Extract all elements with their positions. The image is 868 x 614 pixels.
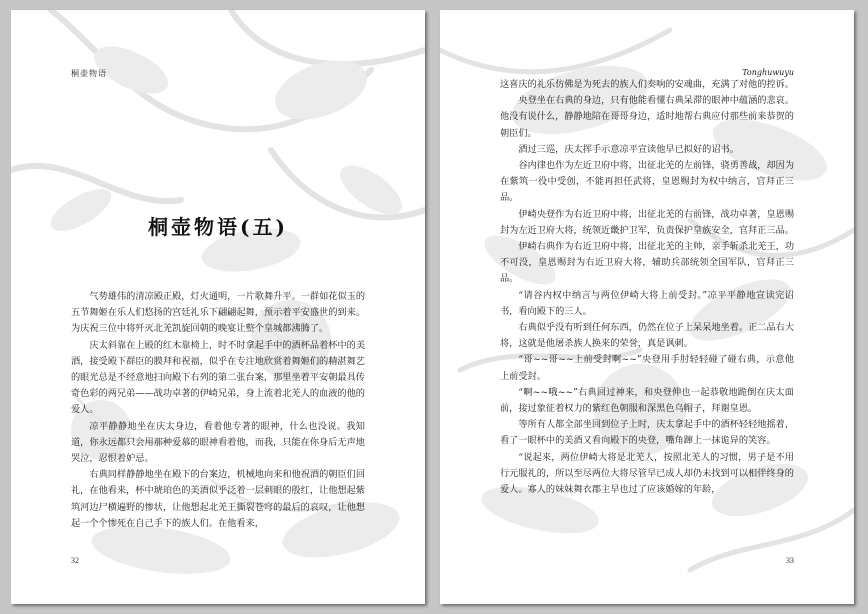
chapter-title: 桐壶物语(五) [148,215,288,239]
paragraph: “说起来，两位伊崎大将是北羌人，按照北羌人的习惯，男子是不用行元服礼的，所以至尽两位大将尽管早已成人却仍未找到可以相伴终身的爱人。寡人的妹妹舞衣郡主早也过了应该婚嫁的年龄， [500,451,794,496]
paragraph: “啊~~哦~~”右典回过神来，和央登伸也一起恭敬地跪倒在庆太面前，接过象征着权力的紫红色朝服和深黑色乌帽子，拜谢皇恩。 [500,386,794,415]
running-header: 桐壶物语 [71,69,107,78]
paragraph: “请谷内权中纳言与两位伊崎大将上前受封。”凉平平静地宣读完诏书，看向殿下的三人。 [500,289,794,317]
left-page [11,10,425,604]
running-header: Tonghuwuyu [742,68,794,77]
paragraph: 右典似乎没有听到任何东西，仍然在位子上呆呆地坐着。正二品右大将，这就是他屠杀族人换来的荣誉，真是讽刺。 [500,322,795,350]
paragraph: 气势雄伟的清凉殿正殿，灯火通明，一片歌舞升平。一群如花似玉的五节舞姬在乐人们悠扬的宫廷礼乐下翩翩起舞，预示着平安盛世的到来。为庆祝三位中将歼灭北羌凯旋回朝的晚宴让整个皇城都沸腾了。 [71,291,366,335]
paragraph: 伊崎央登作为右近卫府中将，出征北羌的右前锋，战功卓著，皇恩赐封为左近卫府大将，统领近畿护卫军，负责保护皇族安全，官拜正三品。 [500,208,795,236]
paragraph: “哥~~哥~~上前受封啊~~”央登用手肘轻轻碰了碰右典，示意他上前受封。 [500,354,794,382]
body-text [500,77,794,498]
paragraph: 等所有人都全部坐回到位子上时，庆太拿起手中的酒杯轻轻地摇着，看了一眼杯中的美酒又看向殿下的央登，嘴角蹿上一抹诡异的笑容。 [500,419,795,447]
paragraph: 凉平静静地坐在庆太身边，看着他专著的眼神，什么也没说。我知道，你永远都只会用那种爱慕的眼神看着他，而我，只能在你身后无声地哭泣，忍恨着妒忌。 [71,420,365,465]
page-number: 32 [71,556,79,565]
paragraph: 谷内律也作为左近卫府中将，出征北羌的左前锋，骁勇善战，却因为在紫筑一役中受创，不能再担任武将，皇恩赐封为权中纳言，官拜正三品。 [500,160,795,204]
paragraph: 庆太斜靠在上殿的红木靠椅上，时不时拿起手中的酒杯品着杯中的美酒，接受殿下群臣的膜拜和祝福，似乎在专注地欣赏着舞姬们的精湛舞艺的眼光总是不经意地扫向殿下右列的第二张台案，那里坐着平安朝最具传奇色彩的两兄弟——战功卓著的伊崎兄弟，身上流着北羌人的血液的他的爱人。 [71,339,366,416]
page-number: 33 [786,556,794,565]
paragraph: 酒过三巡，庆太挥手示意凉平宣读他早已拟好的诏书。 [518,143,739,155]
body-text [71,289,365,532]
right-page [440,10,854,604]
paragraph: 右典同样静静地坐在殿下的台案边，机械地向来和他祝酒的朝臣们回礼，在他看来，杯中琥珀色的美酒似乎泛着一层刺眼的殷红，让他想起紫筑河边尸横遍野的惨状，让他想起北羌王撕裂苍穹的最后的哀叹，让他想起一个个惨死在自己手下的族人们。在他看来， [71,469,366,529]
paragraph: 这喜庆的礼乐仿佛是为死去的族人们奏响的安魂曲，充满了对他的控诉。 [500,79,794,90]
paragraph: 伊崎右典作为右近卫府中将，出征北羌的主帅，亲手斩杀北羌王，功不可没，皇恩赐封为右近卫府大将，辅助兵部统领全国军队，官拜正三品。 [500,241,795,285]
paragraph: 央登坐在右典的身边，只有他能看懂右典呆滞的眼神中蕴涵的悲哀。他没有说什么，静静地陪在哥哥身边，适时地帮右典应付那些前来恭贺的朝臣们。 [500,95,795,139]
